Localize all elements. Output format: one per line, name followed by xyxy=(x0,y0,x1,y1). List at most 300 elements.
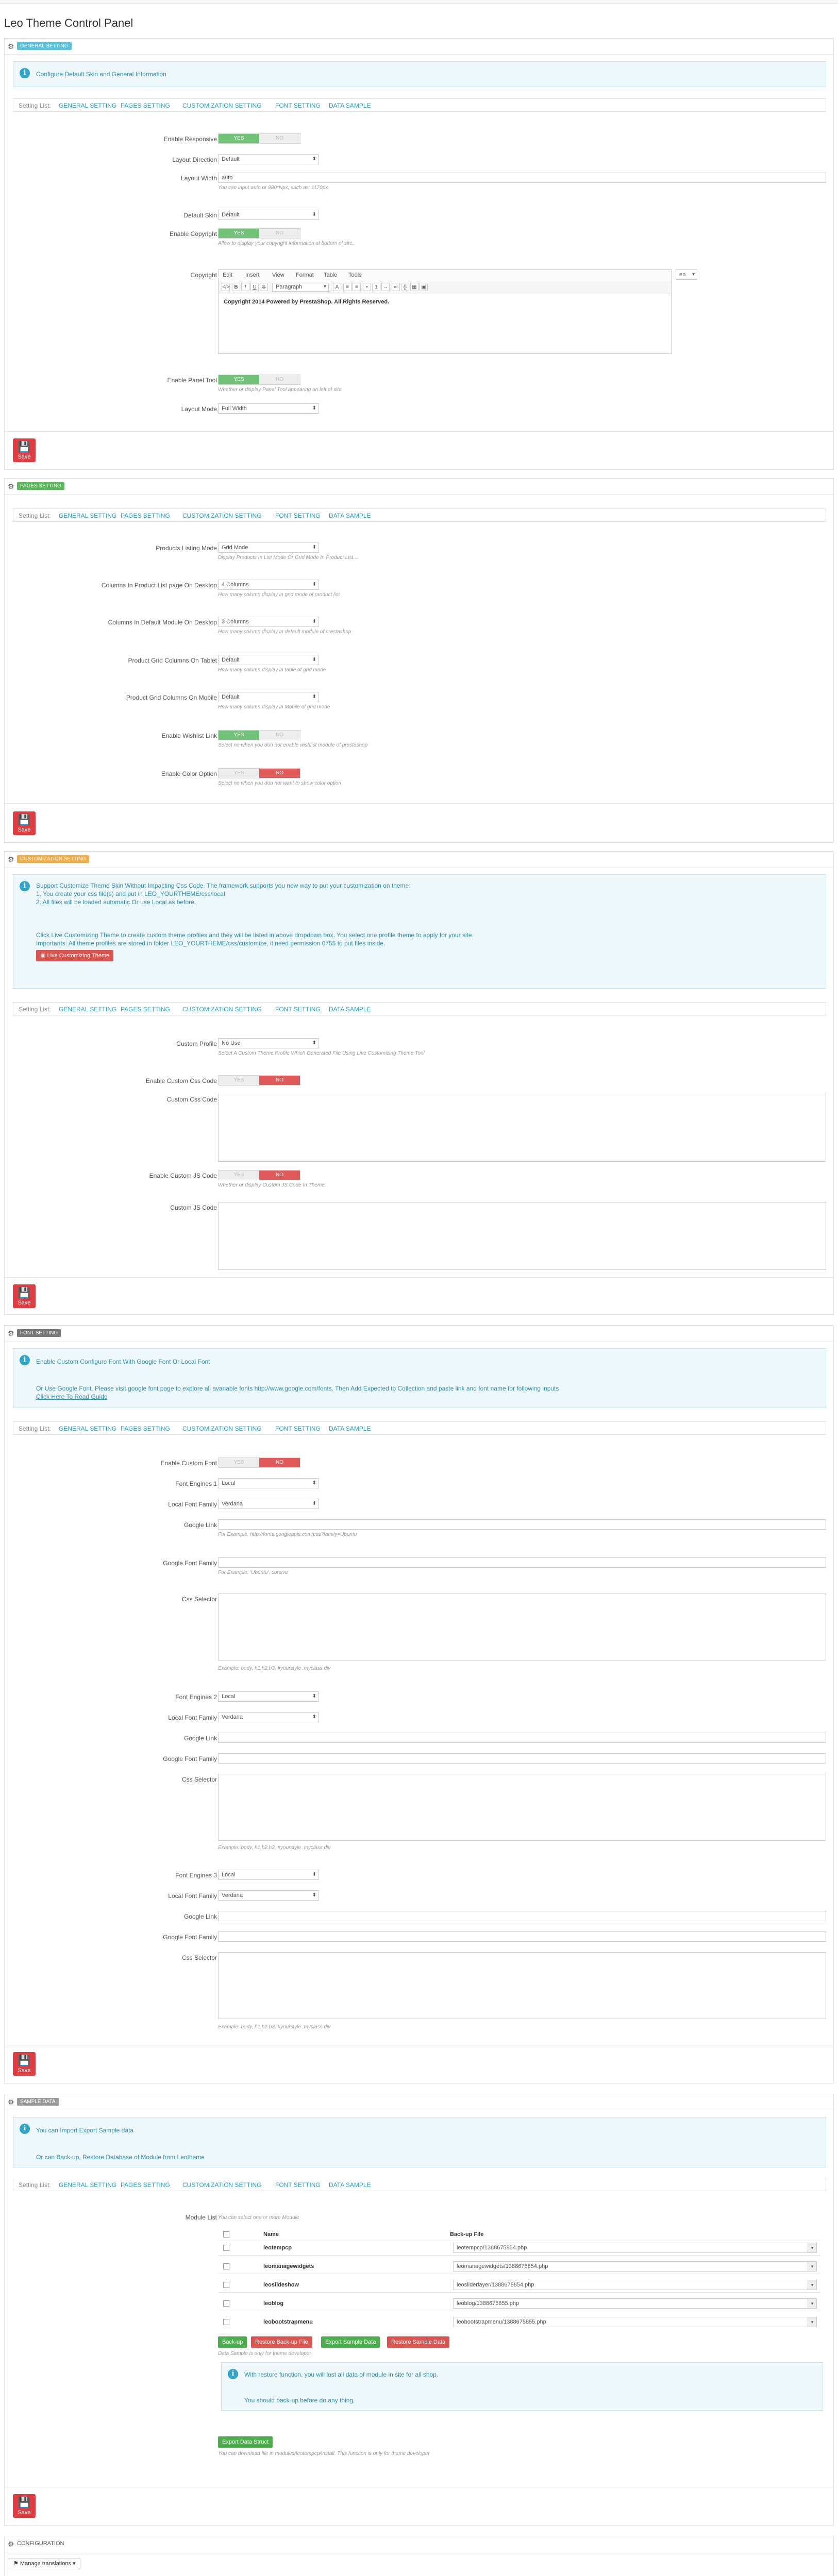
grid-tablet-select[interactable] xyxy=(218,655,319,665)
switch-no[interactable]: NO xyxy=(259,769,300,778)
font-engine-2-select[interactable] xyxy=(218,1691,319,1702)
custom-js-code-label: Custom JS Code xyxy=(170,1204,217,1211)
setting-tabs xyxy=(13,509,826,522)
tab-font-setting[interactable]: FONT SETTING xyxy=(275,1425,321,1432)
backup-file-select[interactable] xyxy=(453,2317,817,2327)
module-checkbox[interactable] xyxy=(223,2300,229,2307)
select-value: leobootstrapmenu/1388675855.php xyxy=(457,2319,546,2325)
google-link-2-label: Google Link xyxy=(183,1735,217,1742)
cogs-icon: ⚙ xyxy=(8,1329,14,1337)
enable-color-help: Select no when you don not want to show color option xyxy=(218,781,342,786)
switch-yes[interactable]: YES xyxy=(233,770,244,776)
editor-menubar xyxy=(219,270,671,282)
caret-down-icon: ▾ xyxy=(71,2561,76,2567)
local-font-family-2-select[interactable] xyxy=(218,1712,319,1722)
backup-file-select[interactable] xyxy=(453,2243,817,2253)
switch-yes[interactable]: YES xyxy=(233,1460,244,1465)
sample-data-panel xyxy=(4,2094,834,2526)
grid-mobile-select[interactable] xyxy=(218,692,319,702)
chevron-down-icon: ▾ xyxy=(808,2280,816,2290)
tab-font-setting[interactable]: FONT SETTING xyxy=(275,2181,321,2189)
source-code-icon[interactable]: </> xyxy=(222,283,230,291)
enable-copyright-switch[interactable] xyxy=(218,228,300,239)
google-font-family-1-label: Google Font Family xyxy=(163,1560,217,1567)
panel-footer-divider xyxy=(5,1277,833,1278)
module-checkbox[interactable] xyxy=(223,2245,229,2251)
default-skin-select[interactable] xyxy=(218,210,319,220)
select-value: No Use xyxy=(222,1040,241,1046)
tab-customization-setting[interactable]: CUSTOMIZATION SETTING xyxy=(182,2181,262,2189)
local-font-family-1-label: Local Font Family xyxy=(168,1501,217,1508)
select-value: Verdana xyxy=(222,1714,243,1720)
tab-general-setting[interactable]: GENERAL SETTING xyxy=(59,512,117,519)
column-header-name: Name xyxy=(263,2231,279,2238)
panel-footer-divider xyxy=(5,431,833,432)
info-icon: i xyxy=(20,2124,30,2134)
switch-no[interactable]: NO xyxy=(276,135,283,141)
tab-customization-setting[interactable]: CUSTOMIZATION SETTING xyxy=(182,1425,262,1432)
switch-yes[interactable]: YES xyxy=(219,731,259,740)
layout-width-label: Layout Width xyxy=(180,175,217,182)
select-value: Default xyxy=(222,212,240,218)
cogs-icon: ⚙ xyxy=(8,482,14,490)
manage-translations-label: Manage translations xyxy=(20,2561,71,2567)
module-checkbox[interactable] xyxy=(223,2319,229,2325)
font-info-alert xyxy=(13,1348,826,1408)
columns-default-module-select[interactable] xyxy=(218,617,319,627)
custom-css-code-label: Custom Css Code xyxy=(166,1096,217,1103)
enable-wishlist-help: Select no when you don not enable wishlist module of prestashop xyxy=(218,742,368,748)
enable-custom-js-switch[interactable] xyxy=(218,1170,300,1180)
layout-mode-label: Layout Mode xyxy=(181,405,217,413)
columns-default-module-help: How many column display in default module of prestashop xyxy=(218,629,351,635)
tab-font-setting[interactable]: FONT SETTING xyxy=(275,102,321,109)
menu-view[interactable]: View xyxy=(272,272,284,278)
custom-css-code-textarea[interactable] xyxy=(218,1094,826,1162)
pages-setting-panel xyxy=(4,478,834,843)
layout-mode-select[interactable] xyxy=(218,403,319,414)
copyright-rich-editor[interactable] xyxy=(218,269,672,354)
floppy-disk-icon: 💾 xyxy=(18,1287,31,1299)
chevron-down-icon: ⬍ xyxy=(312,619,316,624)
font-engine-3-select[interactable] xyxy=(218,1870,319,1880)
customization-setting-panel xyxy=(4,851,834,1315)
configuration-panel xyxy=(4,2536,834,2576)
font-engine-1-select[interactable] xyxy=(218,1478,319,1488)
tab-customization-setting[interactable]: CUSTOMIZATION SETTING xyxy=(182,512,262,519)
font-engine-1-label: Font Engines 1 xyxy=(175,1480,217,1487)
default-skin-label: Default Skin xyxy=(183,212,217,219)
tab-pages-setting[interactable]: PAGES SETTING xyxy=(121,1006,170,1013)
configuration-title: CONFIGURATION xyxy=(17,2540,64,2547)
save-label: Save xyxy=(18,1300,31,1306)
switch-no[interactable]: NO xyxy=(259,1076,300,1085)
enable-color-label: Enable Color Option xyxy=(161,770,217,777)
select-value: 3 Columns xyxy=(222,619,249,625)
select-value: Local xyxy=(222,1480,236,1486)
setting-tabs xyxy=(13,2178,826,2191)
local-font-family-3-label: Local Font Family xyxy=(168,1892,217,1900)
css-selector-1-help: Example: body, h1,h2,h3, #yourstyle .myclass div xyxy=(218,1666,331,1671)
panel-heading xyxy=(5,2094,833,2110)
enable-panel-tool-help: Whether or display Panel Tool appearing on left of site xyxy=(218,387,342,393)
underline-icon[interactable]: U xyxy=(250,283,259,291)
paragraph-format-select[interactable] xyxy=(272,283,329,292)
copyright-content[interactable]: Copyright 2014 Powered by PrestaShop. All Rights Reserved. xyxy=(224,299,390,305)
manage-translations-button[interactable] xyxy=(9,2558,80,2569)
chevron-down-icon: ⬍ xyxy=(312,545,316,550)
enable-custom-js-label: Enable Custom JS Code xyxy=(149,1172,217,1179)
enable-copyright-label: Enable Copyright xyxy=(169,230,217,238)
select-value: Default xyxy=(222,694,240,700)
backup-file-select[interactable] xyxy=(453,2298,817,2309)
info-icon: i xyxy=(20,1355,30,1365)
alert-text: Configure Default Skin and General Information xyxy=(36,71,166,78)
setting-list-label: Setting List: xyxy=(19,2181,51,2189)
custom-profile-help: Select A Custom Theme Profile Which Generated File Using Live Customizing Theme Tool xyxy=(218,1050,425,1056)
custom-js-code-textarea[interactable] xyxy=(218,1202,826,1270)
save-button[interactable] xyxy=(13,2052,36,2076)
alert-line-5: Importants: All theme profiles are stored in folder LEO_YOURTHEME/css/customize, it need permission 0755 to put files inside. xyxy=(36,940,386,947)
customization-setting-badge: CUSTOMIZATION SETTING xyxy=(17,855,89,863)
switch-yes[interactable]: YES xyxy=(219,229,259,238)
top-bar xyxy=(0,0,838,4)
chevron-down-icon: ⬍ xyxy=(312,156,316,162)
switch-yes[interactable]: YES xyxy=(219,134,259,143)
tab-font-setting[interactable]: FONT SETTING xyxy=(275,512,321,519)
save-button[interactable] xyxy=(13,811,36,835)
tab-data-sample[interactable]: DATA SAMPLE xyxy=(329,1425,371,1432)
tab-pages-setting[interactable]: PAGES SETTING xyxy=(121,102,170,109)
info-icon: i xyxy=(228,2369,238,2379)
backup-file-select[interactable] xyxy=(453,2280,817,2290)
panel-heading xyxy=(5,852,833,868)
setting-list-label: Setting List: xyxy=(19,1006,51,1013)
table-icon[interactable]: ▦ xyxy=(410,283,418,291)
font-engine-2-label: Font Engines 2 xyxy=(175,1693,217,1701)
switch-no[interactable]: NO xyxy=(259,1171,300,1180)
alert-line-2: Or Use Google Font. Please visit google font page to explore all avariable fonts http://www.google.com/fonts. Then Add Expected to Collection and paste link and font name for following inputs xyxy=(36,1385,559,1392)
tab-font-setting[interactable]: FONT SETTING xyxy=(275,1006,321,1013)
enable-color-switch[interactable] xyxy=(218,768,300,778)
save-button[interactable] xyxy=(13,1284,36,1308)
setting-tabs xyxy=(13,1002,826,1015)
google-link-1-input[interactable] xyxy=(218,1519,826,1530)
save-label: Save xyxy=(18,2510,31,2516)
module-list-label: Module List xyxy=(185,2214,217,2221)
module-checkbox[interactable] xyxy=(223,2282,229,2288)
live-customizing-button[interactable] xyxy=(36,950,113,961)
chevron-down-icon: ⬍ xyxy=(312,1892,316,1898)
enable-custom-css-label: Enable Custom Css Code xyxy=(145,1077,217,1084)
chevron-down-icon: ⬍ xyxy=(312,405,316,411)
google-link-3-input[interactable] xyxy=(218,1911,826,1921)
select-all-checkbox[interactable] xyxy=(223,2231,229,2238)
css-selector-1-textarea[interactable] xyxy=(218,1594,826,1660)
enable-custom-js-help: Whether or display Custom JS Code In Theme xyxy=(218,1182,325,1188)
select-value: leotempcp/1388675854.php xyxy=(457,2245,527,2251)
enable-panel-tool-switch[interactable] xyxy=(218,375,300,385)
align-center-icon[interactable]: ≡ xyxy=(353,283,361,291)
setting-list-label: Setting List: xyxy=(19,1425,51,1432)
strikethrough-icon[interactable]: S xyxy=(260,283,268,291)
layout-width-help: You can input auto or 980*Npx, such as: 1170px xyxy=(218,185,328,191)
switch-yes[interactable]: YES xyxy=(219,375,259,384)
select-value: Grid Mode xyxy=(222,545,248,551)
google-link-1-label: Google Link xyxy=(183,1521,217,1529)
columns-product-list-help: How many column display in grid mode of product list xyxy=(218,592,340,598)
enable-custom-font-switch[interactable] xyxy=(218,1458,300,1468)
css-selector-3-textarea[interactable] xyxy=(218,1952,826,2019)
tab-general-setting[interactable]: GENERAL SETTING xyxy=(59,102,117,109)
image-icon[interactable]: ▣ xyxy=(420,283,428,291)
menu-table[interactable]: Table xyxy=(324,272,338,278)
table-divider xyxy=(218,2292,821,2293)
floppy-disk-icon: 💾 xyxy=(18,2497,31,2509)
switch-no[interactable]: NO xyxy=(276,732,283,738)
pages-setting-badge: PAGES SETTING xyxy=(17,482,64,490)
alert-line-3: 2. All files will be loaded automatic Or use Local as before. xyxy=(36,899,196,906)
enable-responsive-switch[interactable] xyxy=(218,133,300,144)
module-checkbox[interactable] xyxy=(223,2263,229,2269)
restore-sample-button[interactable]: Restore Sample Data xyxy=(387,2336,449,2348)
cogs-icon: ⚙ xyxy=(8,855,14,863)
export-sample-button[interactable]: Export Sample Data xyxy=(321,2336,380,2348)
page-title: Leo Theme Control Panel xyxy=(4,16,133,29)
select-value: Local xyxy=(222,1872,236,1878)
chevron-down-icon: ⬍ xyxy=(312,1480,316,1486)
module-name: leoslideshow xyxy=(263,2282,299,2288)
grid-mobile-label: Product Grid Columns On Mobile xyxy=(126,694,217,701)
cogs-icon: ⚙ xyxy=(8,2098,14,2106)
custom-profile-select[interactable] xyxy=(218,1038,319,1048)
grid-tablet-help: How many column display in table of grid mode xyxy=(218,667,326,673)
select-value: leomanagewidgets/1388675854.php xyxy=(457,2263,548,2269)
module-name: leobootstrapmenu xyxy=(263,2319,313,2325)
chevron-down-icon: ▾ xyxy=(323,284,326,290)
switch-no[interactable]: NO xyxy=(276,377,283,382)
google-font-family-2-label: Google Font Family xyxy=(163,1755,217,1762)
enable-wishlist-label: Enable Wishlist Link xyxy=(161,732,217,739)
align-left-icon[interactable]: ≡ xyxy=(343,283,351,291)
warning-line-1: With restore function, you will lost all data of module in site for all shop. xyxy=(244,2371,439,2378)
select-value: 4 Columns xyxy=(222,582,249,588)
setting-list-label: Setting List: xyxy=(19,102,51,109)
tab-data-sample[interactable]: DATA SAMPLE xyxy=(329,2181,371,2189)
switch-no[interactable]: NO xyxy=(259,1458,300,1467)
indent-icon[interactable]: → xyxy=(381,283,390,291)
general-setting-panel xyxy=(4,38,834,470)
chevron-down-icon: ⬍ xyxy=(312,1872,316,1877)
link-icon[interactable]: ∞ xyxy=(392,283,400,291)
live-customizing-label: Live Customizing Theme xyxy=(47,953,110,959)
css-selector-3-help: Example: body, h1,h2,h3, #yourstyle .myclass div xyxy=(218,2024,331,2030)
setting-tabs xyxy=(13,98,826,112)
tab-data-sample[interactable]: DATA SAMPLE xyxy=(329,102,371,109)
export-help: You can download file in modules/leotempcp/install. This function is only for theme developer xyxy=(218,2451,430,2456)
select-value: Default xyxy=(222,657,240,663)
panel-heading xyxy=(5,39,833,55)
google-font-family-2-input[interactable] xyxy=(218,1753,826,1764)
chevron-down-icon: ⬍ xyxy=(312,694,316,700)
cogs-icon: ⚙ xyxy=(8,42,14,50)
chevron-down-icon: ⬍ xyxy=(312,1501,316,1506)
tab-customization-setting[interactable]: CUSTOMIZATION SETTING xyxy=(182,1006,262,1013)
layout-direction-select[interactable] xyxy=(218,154,319,164)
restore-warning-alert xyxy=(221,2362,823,2411)
google-font-family-3-label: Google Font Family xyxy=(163,1934,217,1941)
menu-format[interactable]: Format xyxy=(296,272,314,278)
floppy-disk-icon: 💾 xyxy=(18,815,31,826)
menu-tools[interactable]: Tools xyxy=(348,272,362,278)
tab-pages-setting[interactable]: PAGES SETTING xyxy=(121,512,170,519)
table-divider xyxy=(218,2255,821,2256)
menu-insert[interactable]: Insert xyxy=(245,272,260,278)
sample-info-alert xyxy=(13,2117,826,2167)
warning-line-2: You should back-up before do any thing. xyxy=(244,2397,355,2404)
tab-general-setting[interactable]: GENERAL SETTING xyxy=(59,1006,117,1013)
google-font-family-1-input[interactable] xyxy=(218,1557,826,1568)
enable-responsive-label: Enable Responsive xyxy=(163,135,217,143)
bullet-list-icon[interactable]: • xyxy=(363,283,371,291)
restore-backup-button[interactable]: Restore Back-up File xyxy=(251,2336,312,2348)
editor-toolbar xyxy=(219,281,671,294)
panel-heading xyxy=(5,1326,833,1342)
columns-product-list-select[interactable] xyxy=(218,580,319,590)
alert-line-1: Enable Custom Configure Font With Google Font Or Local Font xyxy=(36,1358,210,1365)
chevron-down-icon: ⬍ xyxy=(312,1714,316,1720)
css-selector-2-help: Example: body, h1,h2,h3, #yourstyle .myclass div xyxy=(218,1845,331,1851)
setting-tabs xyxy=(13,1421,826,1435)
floppy-disk-icon: 💾 xyxy=(18,2055,31,2066)
chevron-down-icon: ▾ xyxy=(808,2317,816,2327)
enable-panel-tool-label: Enable Panel Tool xyxy=(167,377,217,384)
customization-info-alert xyxy=(13,874,826,989)
floppy-disk-icon: 💾 xyxy=(18,442,31,453)
backup-file-select[interactable] xyxy=(453,2261,817,2272)
google-link-1-help: For Example: http://fonts.googleapis.com/css?family=Ubuntu xyxy=(218,1532,357,1537)
select-value: Verdana xyxy=(222,1501,243,1507)
backup-button[interactable]: Back-up xyxy=(218,2336,247,2348)
chevron-down-icon: ▾ xyxy=(808,2299,816,2308)
google-link-3-label: Google Link xyxy=(183,1913,217,1920)
info-icon: i xyxy=(20,881,30,891)
chevron-down-icon: ⬍ xyxy=(312,657,316,663)
select-value: Verdana xyxy=(222,1892,243,1899)
module-name: leotempcp xyxy=(263,2245,292,2251)
info-icon: i xyxy=(20,68,30,78)
local-font-family-1-select[interactable] xyxy=(218,1499,319,1509)
enable-wishlist-switch[interactable] xyxy=(218,730,300,740)
google-font-family-1-help: For Example: 'Ubuntu', cursive xyxy=(218,1570,288,1575)
switch-no[interactable]: NO xyxy=(276,230,283,236)
layout-width-input[interactable]: auto xyxy=(218,173,826,183)
code-icon[interactable]: {} xyxy=(401,283,409,291)
layout-direction-label: Layout Direction xyxy=(172,156,217,163)
alert-line-1: You can Import Export Sample data xyxy=(36,2127,133,2134)
enable-custom-css-switch[interactable] xyxy=(218,1075,300,1086)
copyright-label: Copyright xyxy=(190,272,217,279)
tab-general-setting[interactable]: GENERAL SETTING xyxy=(59,1425,117,1432)
chevron-down-icon: ▾ xyxy=(692,272,695,277)
font-setting-badge: FONT SETTING xyxy=(17,1329,61,1337)
css-selector-2-label: Css Selector xyxy=(181,1776,217,1783)
google-font-family-3-input[interactable] xyxy=(218,1931,826,1942)
alert-line-1: Support Customize Theme Skin Without Impacting Css Code. The framework supports you new way to put your customization on theme: xyxy=(36,882,411,889)
grid-tablet-label: Product Grid Columns On Tablet xyxy=(128,657,217,664)
products-listing-mode-label: Products Listing Mode xyxy=(156,545,217,552)
products-listing-mode-help: Display Products In List Mode Or Grid Mode In Product List.... xyxy=(218,555,359,561)
alert-line-2: Or can Back-up, Restore Database of Module from Leotheme xyxy=(36,2154,205,2161)
backup-help: Data Sample is only for theme developer xyxy=(218,2351,311,2357)
local-font-family-2-label: Local Font Family xyxy=(168,1714,217,1721)
save-label: Save xyxy=(18,454,31,460)
select-value: Default xyxy=(222,156,240,162)
save-button[interactable] xyxy=(13,438,36,462)
save-label: Save xyxy=(18,2067,31,2074)
chevron-down-icon: ⬍ xyxy=(312,1693,316,1699)
css-selector-3-label: Css Selector xyxy=(181,1954,217,1961)
tab-data-sample[interactable]: DATA SAMPLE xyxy=(329,512,371,519)
tab-general-setting[interactable]: GENERAL SETTING xyxy=(59,2181,117,2189)
tab-pages-setting[interactable]: PAGES SETTING xyxy=(121,1425,170,1432)
switch-yes[interactable]: YES xyxy=(233,1172,244,1178)
select-value: Paragraph xyxy=(276,284,303,290)
google-link-2-input[interactable] xyxy=(218,1733,826,1743)
chevron-down-icon: ⬍ xyxy=(312,582,316,587)
flag-icon: ⚑ xyxy=(13,2561,20,2567)
alert-line-4: Click Live Customizing Theme to create custom theme profiles and they will be listed in above dropdown box. You select one profile theme to apply for your site. xyxy=(36,931,474,939)
chevron-down-icon: ⬍ xyxy=(312,1040,316,1046)
select-value: Full Width xyxy=(222,405,247,412)
enable-custom-font-label: Enable Custom Font xyxy=(160,1460,217,1467)
save-label: Save xyxy=(18,827,31,833)
products-listing-mode-select[interactable] xyxy=(218,543,319,553)
italic-icon[interactable]: I xyxy=(241,283,249,291)
enable-copyright-help: Allow to display your copyright information at bottom of site. xyxy=(218,241,354,246)
select-value: leoblog/1388675855.php xyxy=(457,2300,519,2307)
sample-data-badge: SAMPLE DATA xyxy=(17,2098,59,2106)
select-value: Local xyxy=(222,1693,236,1700)
export-data-struct-button[interactable]: Export Data Struct xyxy=(218,2436,273,2448)
tab-data-sample[interactable]: DATA SAMPLE xyxy=(329,1006,371,1013)
copyright-language-select[interactable] xyxy=(676,269,697,280)
bold-icon[interactable]: B xyxy=(232,283,240,291)
chevron-down-icon: ▾ xyxy=(808,2262,816,2271)
css-selector-2-textarea[interactable] xyxy=(218,1774,826,1841)
paint-icon: ▣ xyxy=(40,953,47,959)
panel-footer-divider xyxy=(5,803,833,804)
tab-pages-setting[interactable]: PAGES SETTING xyxy=(121,2181,170,2189)
panel-heading xyxy=(5,2536,833,2552)
menu-edit[interactable]: Edit xyxy=(223,272,232,278)
alert-line-2: 1. You create your css file(s) and put in LEO_YOURTHEME/css/local xyxy=(36,890,225,897)
cogs-icon: ⚙ xyxy=(8,2540,14,2548)
module-name: leomanagewidgets xyxy=(263,2263,314,2269)
grid-mobile-help: How many column display in Mobile of grid mode xyxy=(218,704,330,710)
font-engine-3-label: Font Engines 3 xyxy=(175,1872,217,1879)
switch-yes[interactable]: YES xyxy=(233,1077,244,1083)
numbered-list-icon[interactable]: 1 xyxy=(372,283,380,291)
column-header-backup-file: Back-up File xyxy=(450,2231,484,2238)
save-button[interactable] xyxy=(13,2494,36,2518)
read-guide-link[interactable]: Click Here To Read Guide xyxy=(36,1393,108,1400)
text-color-icon[interactable]: A xyxy=(333,283,341,291)
local-font-family-3-select[interactable] xyxy=(218,1890,319,1901)
select-value: leosliderlayer/1388675854.php xyxy=(457,2282,534,2288)
tab-customization-setting[interactable]: CUSTOMIZATION SETTING xyxy=(182,102,262,109)
module-list-help: You can select one or more Module xyxy=(218,2215,299,2221)
